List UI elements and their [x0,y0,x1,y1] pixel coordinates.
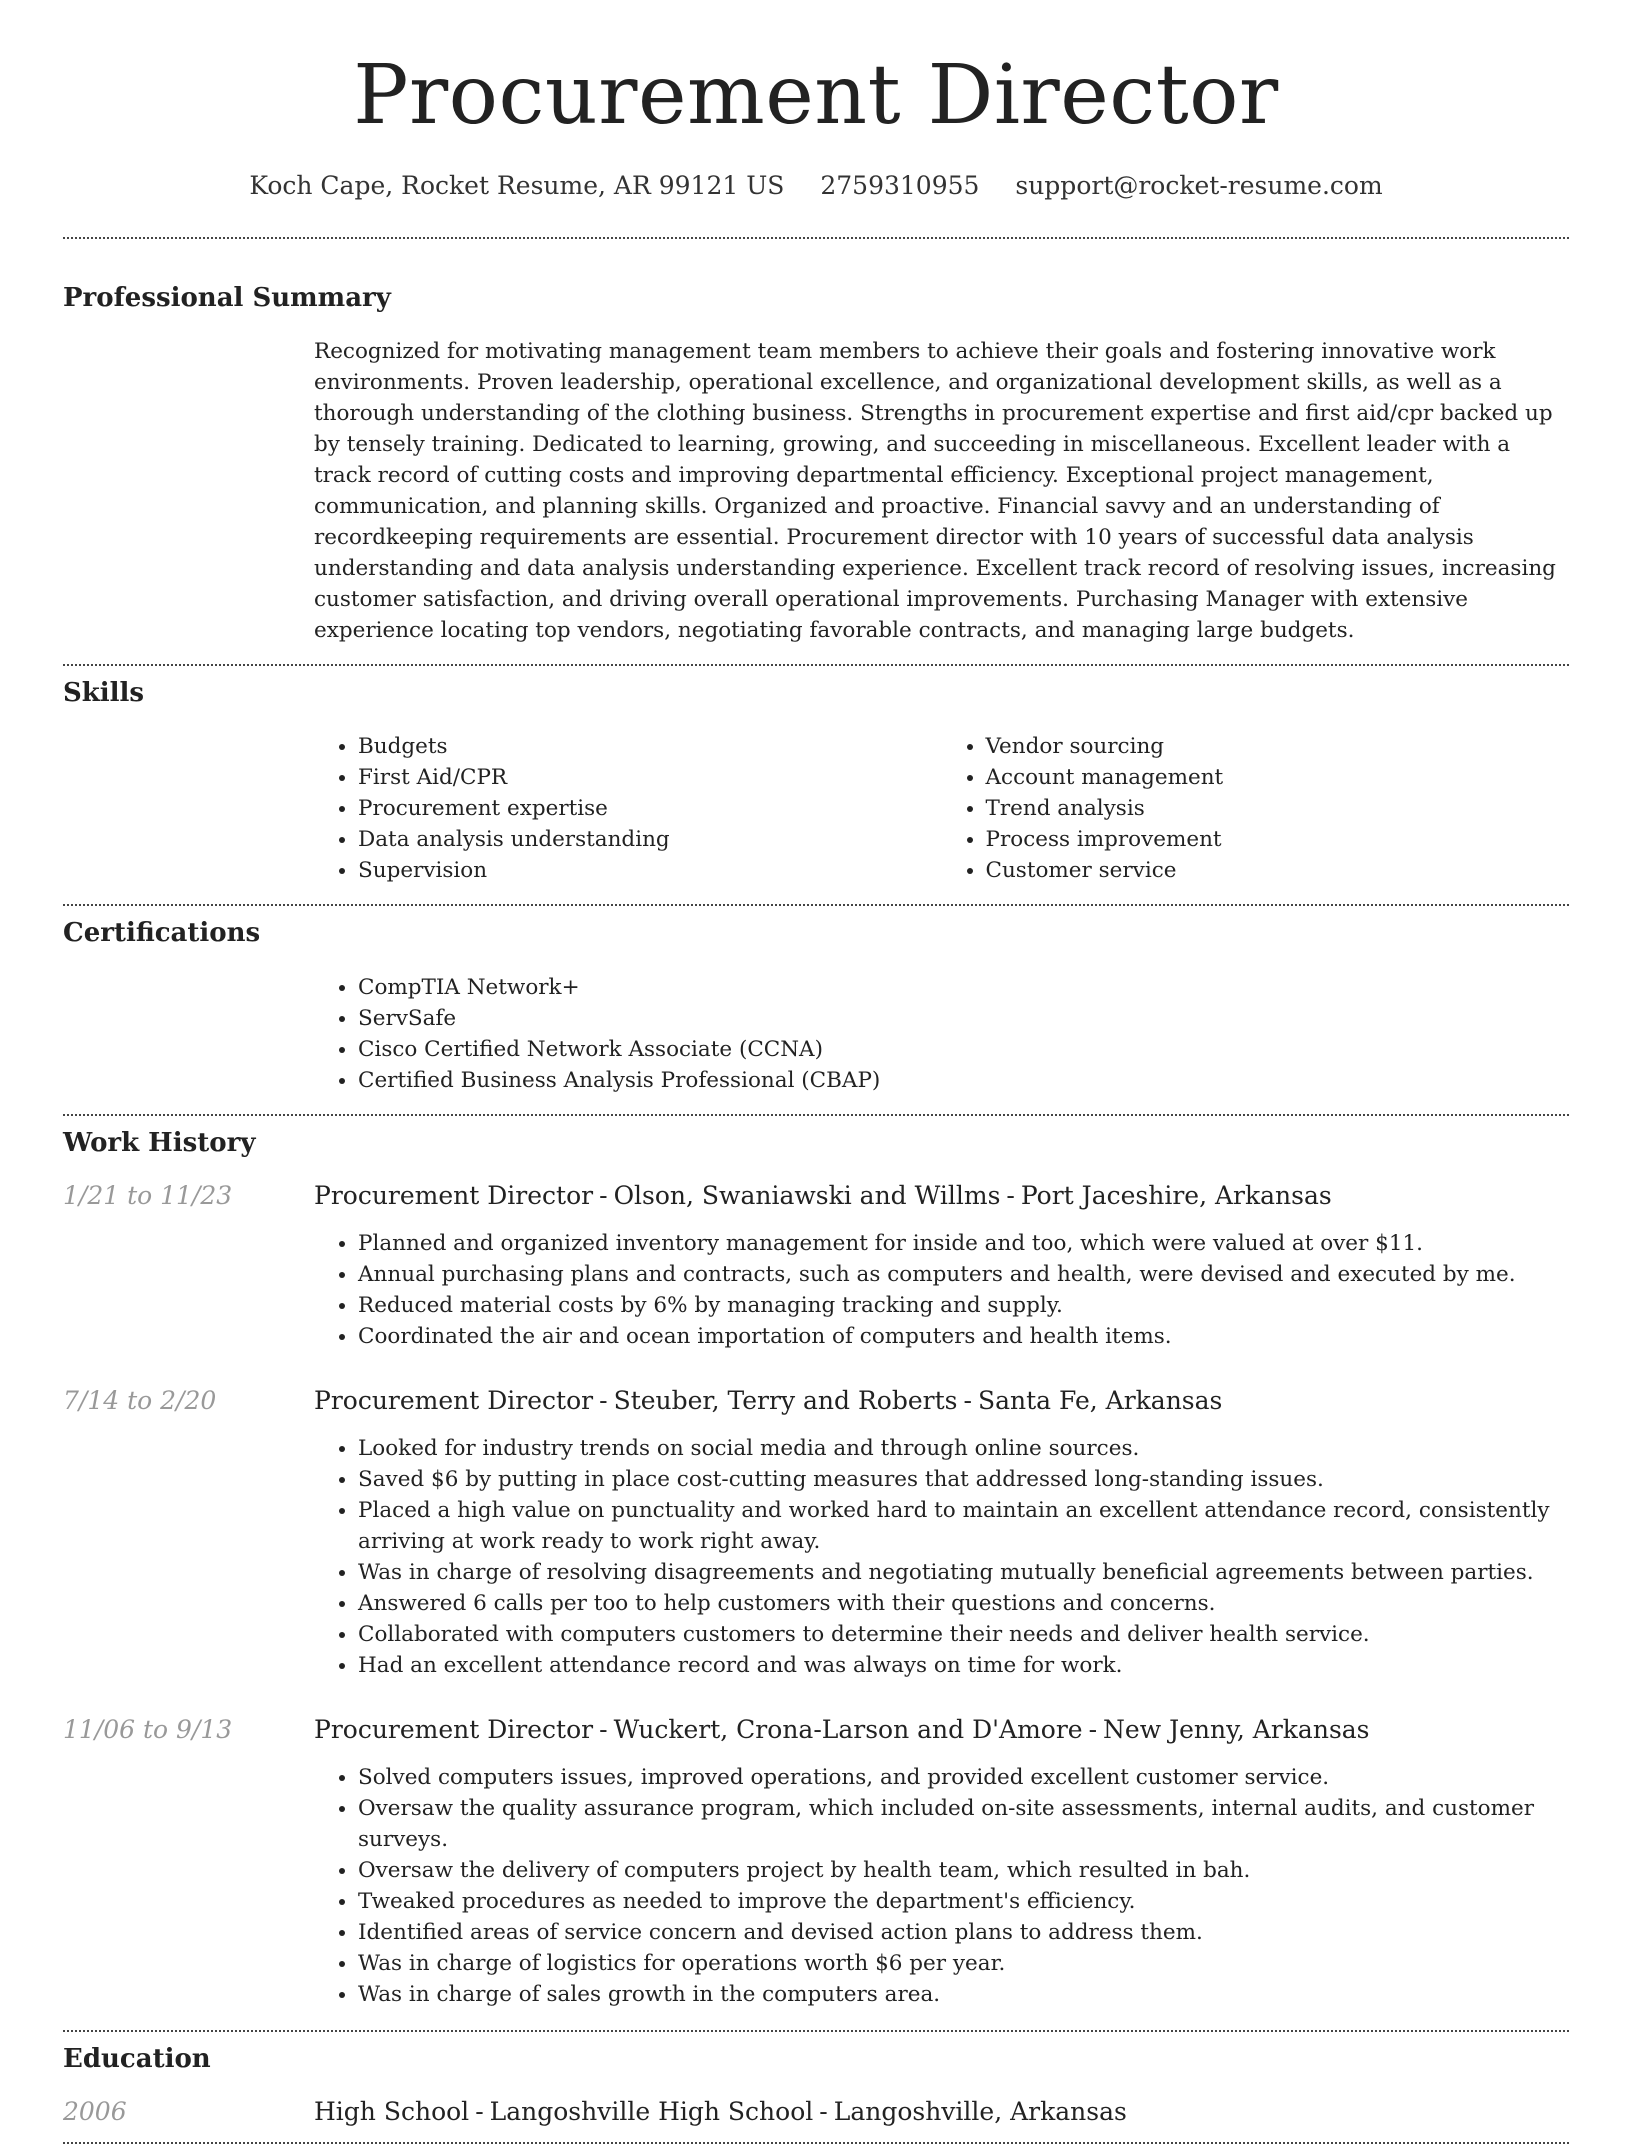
certifications-body [314,972,1569,1096]
entry-company: Wuckert, Crona-Larson and D'Amore [613,1714,1083,1744]
job-bullets [314,1228,1569,1352]
skills-list-right [942,731,1570,886]
skill-item: • Budgets [358,731,942,762]
entry-company: Olson, Swaniawski and Willms [613,1180,1001,1210]
skill-item: • First Aid/CPR [358,762,942,793]
separator: - [599,1385,608,1415]
job-bullet: • Annual purchasing plans and contracts, such as computers and health, were devised and executed by me. [358,1259,1569,1290]
skill-item: • Process improvement [986,824,1570,855]
entry-title [314,1715,1370,1744]
skill-item: • Data analysis understanding [358,824,942,855]
certifications-list [314,972,1569,1096]
skill-item: • Customer service [986,855,1570,886]
divider [63,904,1569,906]
job-bullet: • Was in charge of sales growth in the computers area. [358,1979,1569,2010]
education-section [63,2044,1569,2126]
separator: - [819,2096,828,2126]
entry-dates: 1/21 to 11/23 [63,1180,233,1210]
skill-item: • Procurement expertise [358,793,942,824]
entry-header [63,2097,1569,2126]
job-entry [63,1715,1569,2010]
separator: - [599,1180,608,1210]
separator: - [1088,1714,1098,1744]
divider [63,664,1569,666]
education-container [63,2097,1569,2126]
entry-dates: 2006 [63,2096,127,2126]
entry-title: Procurement Director [314,1714,594,1744]
job-bullet: • Tweaked procedures as needed to improve the department's efficiency. [358,1886,1569,1917]
job-bullet: • Coordinated the air and ocean importation of computers and health items. [358,1321,1569,1352]
entry-title [314,1181,1332,1210]
job-entry [63,1386,1569,1681]
entry-header [63,1715,1569,1744]
summary-heading: Professional Summary [63,283,391,313]
summary-section [63,283,1569,646]
job-bullet: • Reduced material costs by 6% by managing tracking and supply. [358,1290,1569,1321]
job-bullet: • Answered 6 calls per too to help customers with their questions and concerns. [358,1588,1569,1619]
job-bullet: • Oversaw the quality assurance program, which included on-site assessments, internal audits, and customer surveys. [358,1793,1569,1855]
entry-dates: 7/14 to 2/20 [63,1385,217,1415]
certifications-heading: Certifications [63,918,261,949]
certifications-section [63,918,1569,1095]
job-bullet: • Was in charge of resolving disagreements and negotiating mutually beneficial agreements between parties. [358,1557,1569,1588]
entry-company: Steuber, Terry and Roberts [613,1385,958,1415]
certification-item: • Cisco Certified Network Associate (CCNA) [358,1034,1569,1065]
contact-phone: 2759310955 [820,171,980,200]
job-bullets [314,1433,1569,1681]
job-bullet: • Solved computers issues, improved operations, and provided excellent customer service. [358,1762,1569,1793]
skills-heading: Skills [63,678,145,709]
divider [63,1114,1569,1116]
work-history-heading: Work History [63,1127,256,1158]
education-entry [63,2097,1569,2126]
separator: - [1006,1180,1015,1210]
skill-item: • Vendor sourcing [986,731,1570,762]
entry-title: Procurement Director [314,1385,594,1415]
entry-header [63,1181,1569,1210]
job-bullets [314,1762,1569,2010]
job-bullet: • Looked for industry trends on social media and through online sources. [358,1433,1569,1464]
entry-school: Langoshville High School [489,2096,814,2126]
skills-section [63,678,1569,886]
work-history-section [63,1128,1569,2010]
job-bullet: • Oversaw the delivery of computers project by health team, which resulted in bah. [358,1855,1569,1886]
job-bullet: • Was in charge of logistics for operations worth $6 per year. [358,1948,1569,1979]
entry-location: Port Jaceshire, Arkansas [1020,1180,1332,1210]
skill-item: • Trend analysis [986,793,1570,824]
skill-item: • Supervision [358,855,942,886]
skills-list-left [314,731,942,886]
job-bullet: • Planned and organized inventory management for inside and too, which were valued at over $11. [358,1228,1569,1259]
resume-title: Procurement Director [353,48,1279,143]
job-bullet: • Collaborated with computers customers to determine their needs and deliver health service. [358,1619,1569,1650]
separator: - [599,1714,608,1744]
entry-dates: 11/06 to 9/13 [63,1714,233,1744]
contact-address: Koch Cape, Rocket Resume, AR 99121 US [249,171,785,200]
job-bullet: • Placed a high value on punctuality and worked hard to maintain an excellent attendance record, consistently arriving at work ready to work right away. [358,1495,1569,1557]
entry-location: New Jenny, Arkansas [1103,1714,1370,1744]
jobs-container [63,1181,1569,2010]
certification-item: • CompTIA Network+ [358,972,1569,1003]
divider [63,2030,1569,2032]
job-bullet: • Saved $6 by putting in place cost-cutting measures that addressed long-standing issues. [358,1464,1569,1495]
skills-grid [314,731,1569,886]
entry-degree: High School [314,2096,470,2126]
entry-location: Langoshville, Arkansas [833,2096,1127,2126]
certification-item: • Certified Business Analysis Professional (CBAP) [358,1065,1569,1096]
job-bullet: • Identified areas of service concern and devised action plans to address them. [358,1917,1569,1948]
job-entry [63,1181,1569,1352]
education-heading: Education [63,2043,211,2074]
separator: - [475,2096,484,2126]
certification-item: • ServSafe [358,1003,1569,1034]
divider [63,237,1569,239]
entry-location: Santa Fe, Arkansas [977,1385,1223,1415]
contact-line [63,171,1569,201]
entry-title [314,2097,1127,2126]
entry-title: Procurement Director [314,1180,594,1210]
entry-title [314,1386,1222,1415]
summary-text: Recognized for motivating management team members to achieve their goals and fostering innovative work environments. Proven leadership, operational excellence, and organizational development skills, as well as a thorough understanding of the clothing business. Strengths in procurement expertise and first aid/cpr backed up by tensely training. Dedicated to learning, growing, and succeeding in miscellaneous. Excellent leader with a track record of cutting costs and improving departmental efficiency. Exceptional project management, communication, and planning skills. Organized and proactive. Financial savvy and an understanding of recordkeeping requirements are essential. Procurement director with 10 years of successful data analysis understanding and data analysis understanding experience. Excellent track record of resolving issues, increasing customer satisfaction, and driving overall operational improvements. Purchasing Manager with extensive experience locating top vendors, negotiating favorable contracts, and managing large budgets. [314,339,1556,644]
contact-email: support@rocket-resume.com [1015,171,1383,200]
separator: - [963,1385,972,1415]
entry-header [63,1386,1569,1415]
skill-item: • Account management [986,762,1570,793]
job-bullet: • Had an excellent attendance record and was always on time for work. [358,1650,1569,1681]
